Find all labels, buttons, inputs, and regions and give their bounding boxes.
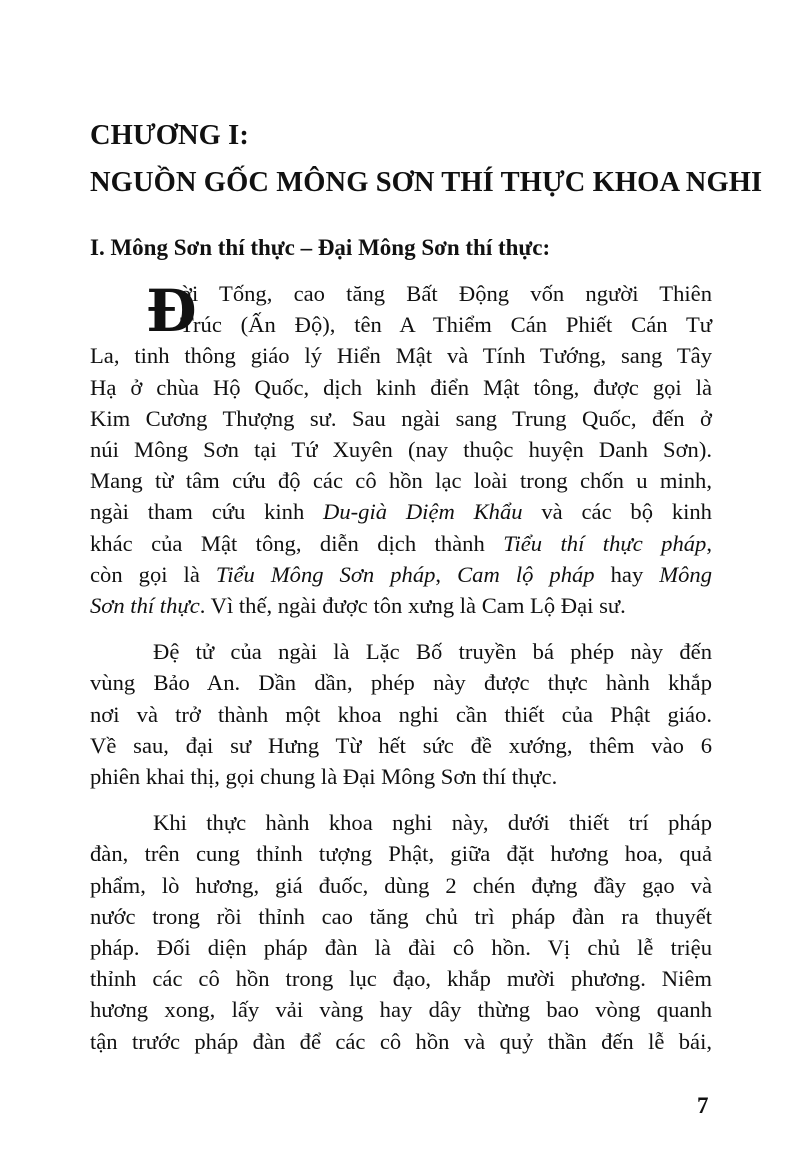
paragraph-1 <box>90 278 712 621</box>
text-line: vùng Bảo An. Dần dần, phép này được thực hành khắp <box>90 670 712 696</box>
text-line: Hạ ở chùa Hộ Quốc, dịch kinh điển Mật tông, được gọi là <box>90 374 712 400</box>
text-line: Về sau, đại sư Hưng Từ hết sức đề xướng, thêm vào 6 <box>90 732 712 758</box>
italic-title: Tiểu thí thực pháp <box>503 530 707 556</box>
text-line: Khi thực hành khoa nghi này, dưới thiết trí pháp <box>153 810 712 836</box>
text-line: núi Mông Sơn tại Tứ Xuyên (nay thuộc huyện Danh Sơn). <box>90 437 712 463</box>
text-run: . Vì thế, ngài được tôn xưng là Cam Lộ Đại sư. <box>199 593 626 619</box>
text-run: , <box>435 561 458 587</box>
text-run: hay <box>594 561 660 587</box>
text-run: và các bộ kinh <box>522 499 712 525</box>
chapter-name: NGUỒN GỐC MÔNG SƠN THÍ THỰC KHOA NGHI <box>90 167 763 198</box>
drop-cap: Đ <box>146 277 197 345</box>
text-line: nước trong rồi thỉnh cao tăng chủ trì pháp đàn ra thuyết <box>90 903 712 929</box>
italic-title: Du-già Diệm Khẩu <box>323 499 523 525</box>
text-line: nơi và trở thành một khoa nghi cần thiết của Phật giáo. <box>90 701 712 727</box>
italic-title: Sơn thí thực <box>90 593 200 619</box>
text-line <box>90 559 712 590</box>
text-line: phiên khai thị, gọi chung là Đại Mông Sơn thí thực. <box>90 764 558 790</box>
text-line: tận trước pháp đàn để các cô hồn và quỷ thần đến lễ bái, <box>90 1028 712 1054</box>
text-line: Trúc (Ấn Độ), tên A Thiểm Cán Phiết Cán Tư <box>180 312 712 338</box>
text-line: thỉnh các cô hồn trong lục đạo, khắp mười phương. Niêm <box>90 966 712 992</box>
section-heading: I. Mông Sơn thí thực – Đại Mông Sơn thí thực: <box>90 235 551 260</box>
text-line: đàn, trên cung thỉnh tượng Phật, giữa đặt hương hoa, quả <box>90 841 712 867</box>
body-text <box>90 278 712 1072</box>
text-line <box>90 496 712 527</box>
text-line: Mang từ tâm cứu độ các cô hồn lạc loài trong chốn u minh, <box>90 468 712 494</box>
italic-title: Mông <box>659 561 712 587</box>
text-line: Đệ tử của ngài là Lặc Bố truyền bá phép này đến <box>153 639 712 665</box>
text-run: , <box>706 530 712 556</box>
text-line: La, tinh thông giáo lý Hiển Mật và Tính Tướng, sang Tây <box>90 343 712 369</box>
text-line: hương xong, lấy vải vàng hay dây thừng bao vòng quanh <box>90 997 712 1023</box>
text-line <box>90 590 712 621</box>
paragraph-3 <box>90 807 712 1057</box>
italic-title: Tiểu Mông Sơn pháp <box>215 561 436 587</box>
paragraph-2 <box>90 636 712 792</box>
text-line: pháp. Đối diện pháp đàn là đài cô hồn. Vị chủ lễ triệu <box>90 935 712 961</box>
text-line: phẩm, lò hương, giá đuốc, dùng 2 chén đựng đầy gạo và <box>90 872 712 898</box>
chapter-title <box>90 112 763 206</box>
text-line: Kim Cương Thượng sư. Sau ngài sang Trung Quốc, đến ở <box>90 405 712 431</box>
italic-title: Cam lộ pháp <box>457 561 595 587</box>
text-run: khác của Mật tông, diễn dịch thành <box>90 530 504 556</box>
text-line: ời Tống, cao tăng Bất Động vốn người Thiên <box>180 281 712 306</box>
text-line <box>90 528 712 559</box>
chapter-number: CHƯƠNG I: <box>90 120 249 151</box>
text-run: còn gọi là <box>90 561 216 587</box>
page-number: 7 <box>697 1093 709 1118</box>
text-run: ngài tham cứu kinh <box>90 499 324 525</box>
